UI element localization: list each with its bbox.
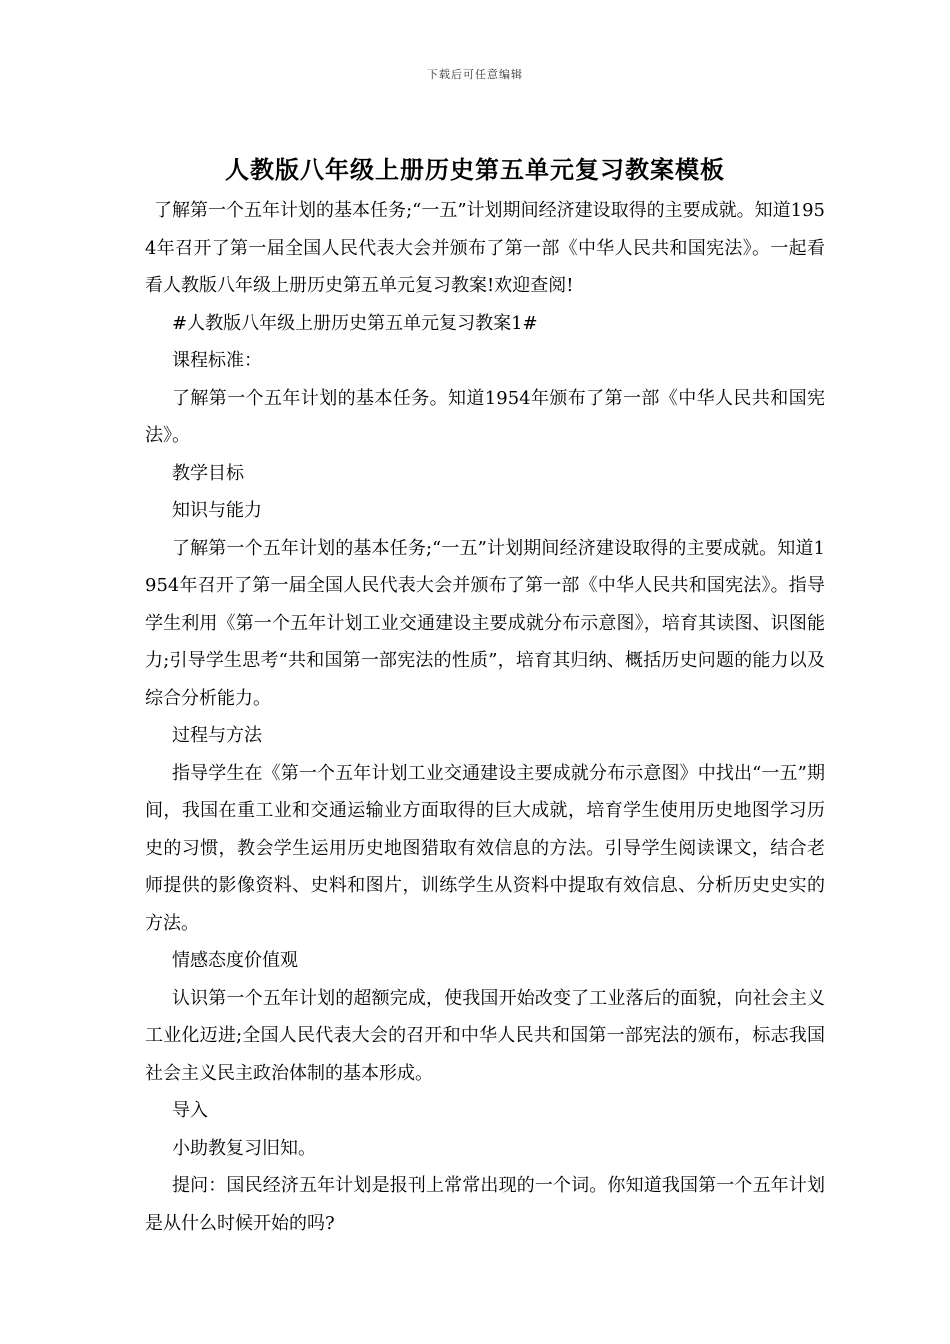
values-paragraph: 认识第一个五年计划的超额完成，使我国开始改变了工业落后的面貌，向社会主义工业化迈进;全国人民代表大会的召开和中华人民共和国第一部宪法的颁布，标志我国社会主义民主政治体制的基本形成。 bbox=[145, 987, 825, 1084]
subheading-knowledge: 知识与能力 bbox=[172, 500, 262, 521]
section-heading-objectives: 教学目标 bbox=[172, 462, 244, 484]
header-note: 下载后可任意编辑 bbox=[427, 68, 523, 81]
intro-paragraph: 了解第一个五年计划的基本任务;“一五”计划期间经济建设取得的主要成就。知道1954年召开了第一届全国人民代表大会并颁布了第一部《中华人民共和国宪法》。一起看看人教版八年级上册历史第五单元复习教案!欢迎查阅! bbox=[145, 200, 825, 296]
subheading-values: 情感态度价值观 bbox=[172, 950, 298, 971]
knowledge-paragraph: 了解第一个五年计划的基本任务;“一五”计划期间经济建设取得的主要成就。知道1954年召开了第一届全国人民代表大会并颁布了第一部《中华人民共和国宪法》。指导学生利用《第一个五年计划工业交通建设主要成就分布示意图》，培育其读图、识图能力;引导学生思考“共和国第一部宪法的性质”，培育其归纳、概括历史问题的能力以及综合分析能力。 bbox=[145, 537, 825, 709]
curriculum-paragraph: 了解第一个五年计划的基本任务。知道1954年颁布了第一部《中华人民共和国宪法》。 bbox=[145, 387, 825, 446]
document-title: 人教版八年级上册历史第五单元复习教案模板 bbox=[225, 155, 725, 184]
review-line: 小助教复习旧知。 bbox=[172, 1137, 316, 1159]
section-heading-curriculum: 课程标准： bbox=[172, 350, 262, 371]
question-paragraph: 提问：国民经济五年计划是报刊上常常出现的一个词。你知道我国第一个五年计划是从什么时候开始的吗? bbox=[145, 1175, 825, 1234]
section-heading-intro: 导入 bbox=[172, 1100, 208, 1121]
subheading-process: 过程与方法 bbox=[172, 725, 262, 746]
process-paragraph: 指导学生在《第一个五年计划工业交通建设主要成就分布示意图》中找出“一五”期间，我国在重工业和交通运输业方面取得的巨大成就，培育学生使用历史地图学习历史的习惯，教会学生运用历史地图猎取有效信息的方法。引导学生阅读课文，结合老师提供的影像资料、史料和图片，训练学生从资料中提取有效信息、分析历史史实的方法。 bbox=[145, 762, 825, 934]
document-body bbox=[145, 192, 825, 1242]
section-marker: #人教版八年级上册历史第五单元复习教案1# bbox=[172, 312, 538, 334]
